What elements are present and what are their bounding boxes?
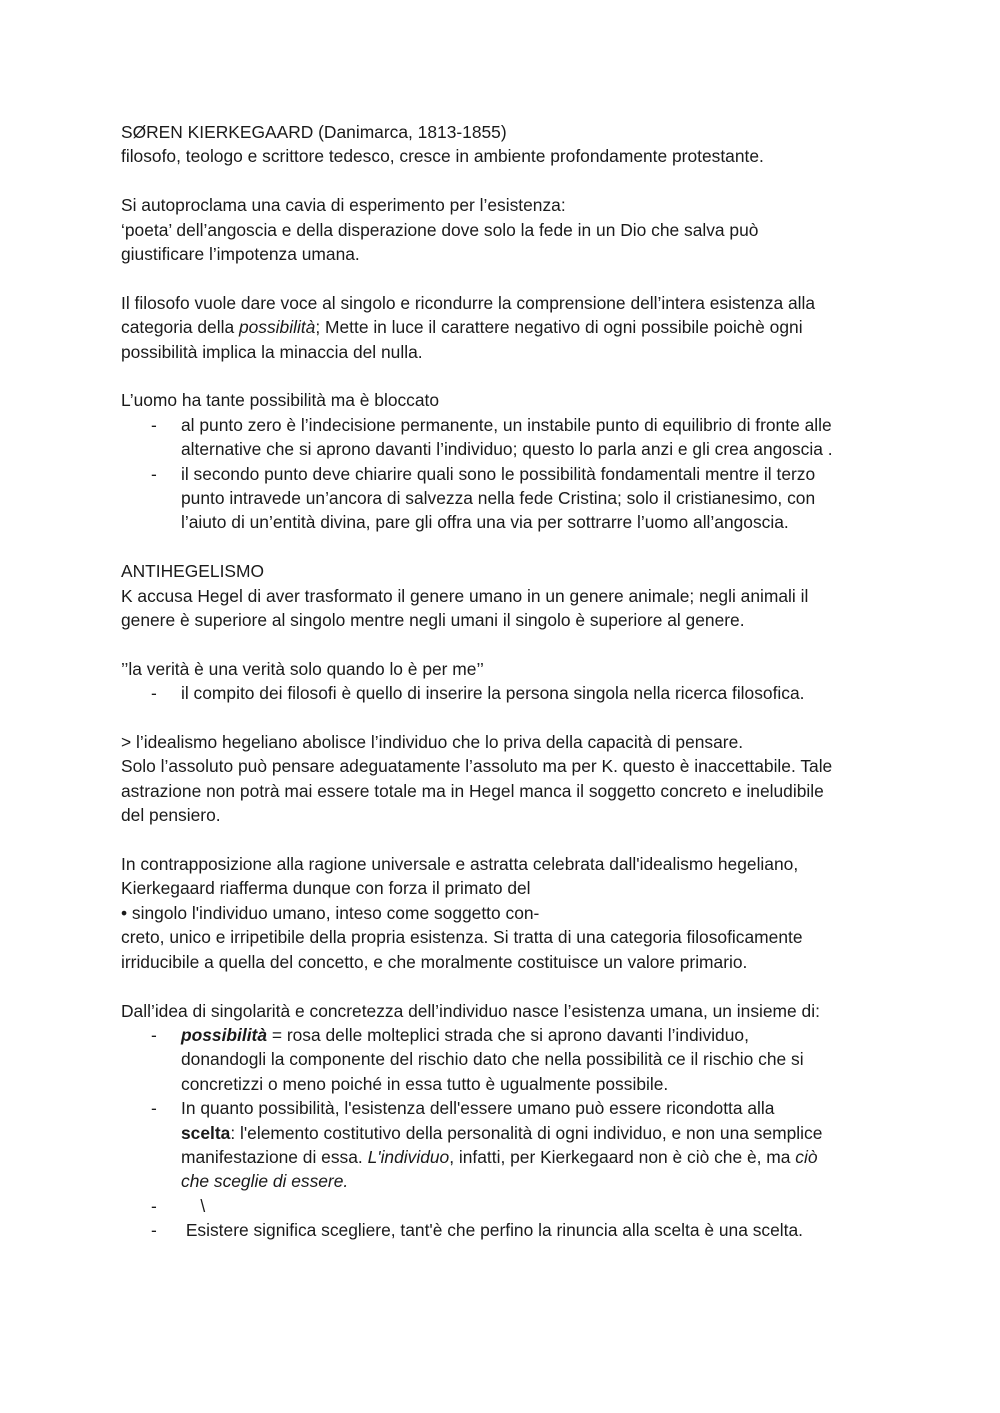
text-line: creto, unico e irripetibile della propria esistenza. Si tratta di una categoria filosoficamente [121, 927, 803, 948]
list-item [121, 1194, 891, 1218]
text-line: Dall’idea di singolarità e concretezza dell’individuo nasce l’esistenza umana, un insieme di: [121, 1000, 820, 1021]
paragraph-possibilita [121, 291, 891, 364]
text-line: possibilità implica la minaccia del nulla. [121, 341, 423, 362]
paragraph-quote [121, 657, 891, 706]
text-line: Kierkegaard riafferma dunque con forza il primato del [121, 878, 531, 899]
text-line [181, 1023, 891, 1047]
text-line: giustificare l’impotenza umana. [121, 244, 360, 265]
list-item [121, 1096, 891, 1194]
text-line: Esistere significa scegliere, tant'è che perfino la rinuncia alla scelta è una scelta. [181, 1220, 803, 1241]
italic-term: L'individuo [367, 1146, 450, 1167]
text-line: il secondo punto deve chiarire quali sono le possibilità fondamentali mentre il terzo [181, 463, 816, 484]
text-span: manifestazione di essa. [181, 1146, 368, 1167]
bullet-list [121, 681, 891, 705]
bullet-dash: - [151, 1024, 157, 1045]
text-line [181, 1169, 891, 1193]
bold-term: scelta [181, 1122, 231, 1143]
text-line: In quanto possibilità, l'esistenza dell'essere umano può essere ricondotta alla [181, 1098, 775, 1119]
quote-line: ’’la verità è una verità solo quando lo è per me’’ [121, 658, 484, 679]
text-line: K accusa Hegel di aver trasformato il genere umano in un genere animale; negli animali il [121, 585, 809, 606]
text-span: categoria della [121, 317, 239, 338]
text-line [181, 1121, 891, 1145]
text-line: > l’idealismo hegeliano abolisce l’individuo che lo priva della capacità di pensare. [121, 732, 744, 753]
text-line: L’uomo ha tante possibilità ma è bloccato [121, 390, 440, 411]
text-line: al punto zero è l’indecisione permanente, un instabile punto di equilibrio di fronte alle [181, 414, 832, 435]
text-line: donandogli la componente del rischio dato che nella possibilità ce il rischio che si [181, 1049, 804, 1070]
text-line: Il filosofo vuole dare voce al singolo e ricondurre la comprensione dell’intera esistenza alla [121, 292, 816, 313]
text-span: = rosa delle molteplici strada che si aprono davanti l’individuo, [267, 1024, 749, 1045]
italic-term: che sceglie di essere. [181, 1171, 349, 1192]
text-line: concretizzi o meno poiché in essa tutto è ugualmente possibile. [181, 1073, 669, 1094]
bold-term: possibilità [181, 1024, 268, 1045]
text-line: genere è superiore al singolo mentre negli umani il singolo è superiore al genere. [121, 610, 745, 631]
text-span: ; Mette in luce il carattere negativo di ogni possibile poichè ogni [315, 317, 803, 338]
bullet-dash: - [151, 683, 157, 704]
bullet-dash: - [151, 463, 157, 484]
text-line: l’aiuto di un’entità divina, pare gli offra una via per sottrarre l’uomo all’angoscia. [181, 512, 789, 533]
text-line: • singolo l'individuo umano, inteso come soggetto con- [121, 902, 540, 923]
paragraph-bloccato [121, 388, 891, 534]
list-item [121, 681, 891, 705]
document-title: SØREN KIERKEGAARD (Danimarca, 1813-1855) [121, 122, 507, 142]
list-item [121, 413, 891, 462]
bullet-dash: - [151, 1098, 157, 1119]
bullet-list [121, 1023, 891, 1243]
text-line: In contrapposizione alla ragione universale e astratta celebrata dall'idealismo hegeliano, [121, 854, 799, 875]
text-span: : l'elemento costitutivo della personalità di ogni individuo, e non una semplice [230, 1122, 823, 1143]
text-line: punto intravede un’ancora di salvezza nella fede Cristina; solo il cristianesimo, con [181, 488, 816, 509]
text-line: del pensiero. [121, 805, 221, 826]
text-line: Solo l’assoluto può pensare adeguatamente l’assoluto ma per K. questo è inaccettabile. Tale [121, 756, 833, 777]
paragraph-esistenza [121, 999, 891, 1243]
paragraph-esperimento [121, 193, 891, 266]
text-line: astrazione non potrà mai essere totale ma in Hegel manca il soggetto concreto e ineludibile [121, 780, 824, 801]
document-page [121, 120, 891, 1243]
paragraph-idealismo [121, 730, 891, 828]
text-line: alternative che si aprono davanti l’individuo; questo lo parla anzi e gli crea angoscia . [181, 439, 833, 460]
list-item [121, 462, 891, 535]
section-heading: ANTIHEGELISMO [121, 561, 265, 582]
text-span: , infatti, per Kierkegaard non è ciò che è, ma [449, 1146, 796, 1167]
bullet-dash: - [151, 1220, 157, 1241]
bullet-dash: - [151, 1195, 157, 1216]
italic-term: possibilità [238, 317, 316, 338]
text-line: irriducibile a quella del concetto, e che moralmente costituisce un valore primario. [121, 951, 748, 972]
bullet-dash: - [151, 414, 157, 435]
text-line [181, 1145, 891, 1169]
intro-line: filosofo, teologo e scrittore tedesco, cresce in ambiente profondamente protestante. [121, 146, 764, 167]
list-item [121, 1023, 891, 1096]
text-line [121, 315, 891, 339]
text-line: il compito dei filosofi è quello di inserire la persona singola nella ricerca filosofica. [181, 683, 805, 704]
italic-term: ciò [795, 1146, 818, 1167]
text-line: Si autoproclama una cavia di esperimento per l’esistenza: [121, 195, 566, 216]
paragraph-contrapposizione [121, 852, 891, 974]
text-line: \ [181, 1195, 206, 1216]
list-item [121, 1218, 891, 1242]
text-line: ‘poeta’ dell’angoscia e della disperazione dove solo la fede in un Dio che salva può [121, 219, 759, 240]
bullet-list [121, 413, 891, 535]
section-antihegelismo [121, 559, 891, 632]
